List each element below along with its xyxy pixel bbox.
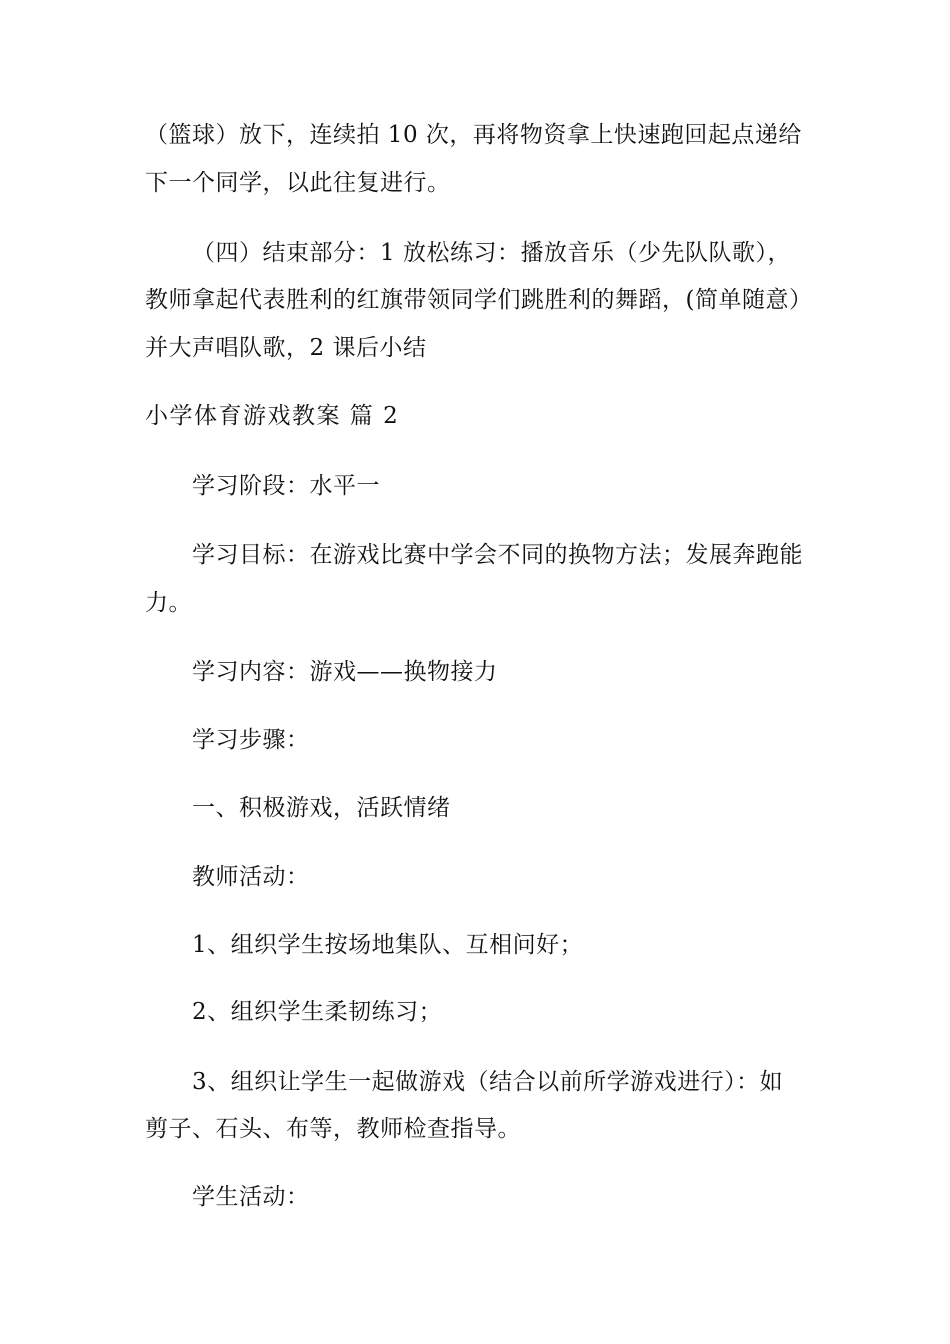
paragraph-line: （四）结束部分：1 放松练习：播放音乐（少先队队歌）， (192, 240, 791, 266)
paragraph-line: 学习内容：游戏——换物接力 (192, 659, 498, 685)
paragraph-line: 学习步骤： (192, 727, 310, 753)
paragraph-line: 学生活动： (192, 1184, 310, 1210)
paragraph-line: 教师活动： (192, 864, 310, 890)
paragraph-line: 下一个同学，以此往复进行。 (145, 170, 451, 196)
paragraph-line: （篮球）放下，连续拍 10 次，再将物资拿上快速跑回起点递给 (145, 122, 802, 148)
paragraph-line: 一、积极游戏，活跃情绪 (192, 795, 451, 821)
paragraph-line: 1、组织学生按场地集队、互相问好； (192, 932, 584, 958)
section-heading: 小学体育游戏教案 篇 2 (145, 403, 400, 429)
paragraph-line: 学习目标：在游戏比赛中学会不同的换物方法；发展奔跑能 (192, 542, 803, 568)
paragraph-line: 学习阶段：水平一 (192, 473, 380, 499)
paragraph-line: 并大声唱队歌，2 课后小结 (145, 335, 427, 361)
paragraph-line: 3、组织让学生一起做游戏（结合以前所学游戏进行）：如 (192, 1069, 784, 1095)
paragraph-line: 教师拿起代表胜利的红旗带领同学们跳胜利的舞蹈，(简单随意） (145, 287, 813, 313)
paragraph-line: 力。 (145, 590, 192, 616)
paragraph-line: 剪子、石头、布等，教师检查指导。 (145, 1116, 521, 1142)
paragraph-line: 2、组织学生柔韧练习； (192, 999, 443, 1025)
